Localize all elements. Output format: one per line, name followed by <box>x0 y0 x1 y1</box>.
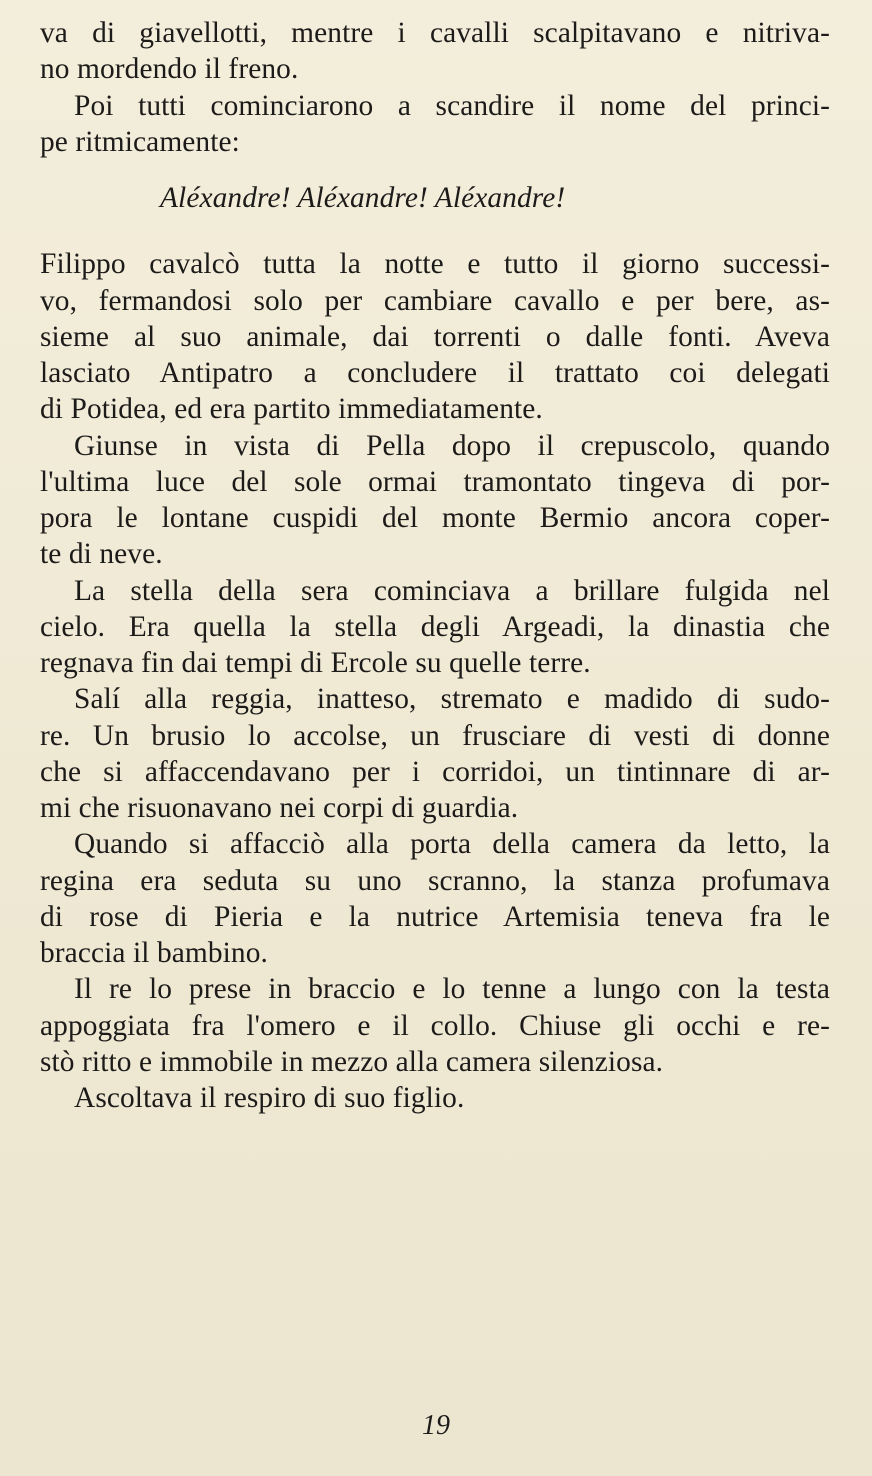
text-line: va di giavellotti, mentre i cavalli scalpitavano e nitriva- <box>40 17 830 49</box>
text-line: sieme al suo animale, dai torrenti o dalle fonti. Aveva <box>40 320 830 353</box>
text-line: regnava fin dai tempi di Ercole su quelle terre. <box>40 647 591 679</box>
text-line: vo, fermandosi solo per cambiare cavallo e per bere, as- <box>40 284 830 317</box>
chant-line: Aléxandre! Aléxandre! Aléxandre! <box>160 182 566 214</box>
text-line: appoggiata fra l'omero e il collo. Chiuse gli occhi e re- <box>40 1009 830 1042</box>
text-line: pora le lontane cuspidi del monte Bermio ancora coper- <box>40 502 830 534</box>
text-line: di Potidea, ed era partito immediatamente. <box>40 393 543 426</box>
text-line: Filippo cavalcò tutta la notte e tutto il giorno successi- <box>40 248 830 281</box>
text-line: re. Un brusio lo accolse, un frusciare di vesti di donne <box>40 719 830 752</box>
text-line: pe ritmicamente: <box>40 125 240 158</box>
text-line: La stella della sera cominciava a brillare fulgida nel <box>74 574 830 607</box>
text-line: mi che risuonavano nei corpi di guardia. <box>40 792 519 824</box>
text-line: lasciato Antipatro a concludere il trattato coi delegati <box>40 357 830 389</box>
text-line: cielo. Era quella la stella degli Argeadi, la dinastia che <box>40 610 830 643</box>
text-line: no mordendo il freno. <box>40 53 299 86</box>
text-line: Salí alla reggia, inatteso, stremato e madido di sudo- <box>74 683 830 716</box>
text-line: di rose di Pieria e la nutrice Artemisia teneva fra le <box>40 900 830 933</box>
text-line: Il re lo prese in braccio e lo tenne a lungo con la testa <box>74 973 830 1006</box>
text-line: l'ultima luce del sole ormai tramontato tingeva di por- <box>40 465 830 498</box>
text-line: Giunse in vista di Pella dopo il crepuscolo, quando <box>74 429 830 462</box>
page-number: 19 <box>422 1410 450 1441</box>
body-text <box>40 15 830 1116</box>
text-line: regina era seduta su uno scranno, la stanza profumava <box>40 864 830 897</box>
text-line: stò ritto e immobile in mezzo alla camera silenziosa. <box>40 1045 664 1078</box>
text-line: Ascoltava il respiro di suo figlio. <box>74 1082 465 1114</box>
text-line: Poi tutti cominciarono a scandire il nome del princi- <box>74 89 830 122</box>
text-line: Quando si affacciò alla porta della camera da letto, la <box>74 828 830 861</box>
text-line: te di neve. <box>40 538 163 571</box>
text-line: che si affaccendavano per i corridoi, un tintinnare di ar- <box>40 755 830 788</box>
text-line: braccia il bambino. <box>40 937 268 969</box>
